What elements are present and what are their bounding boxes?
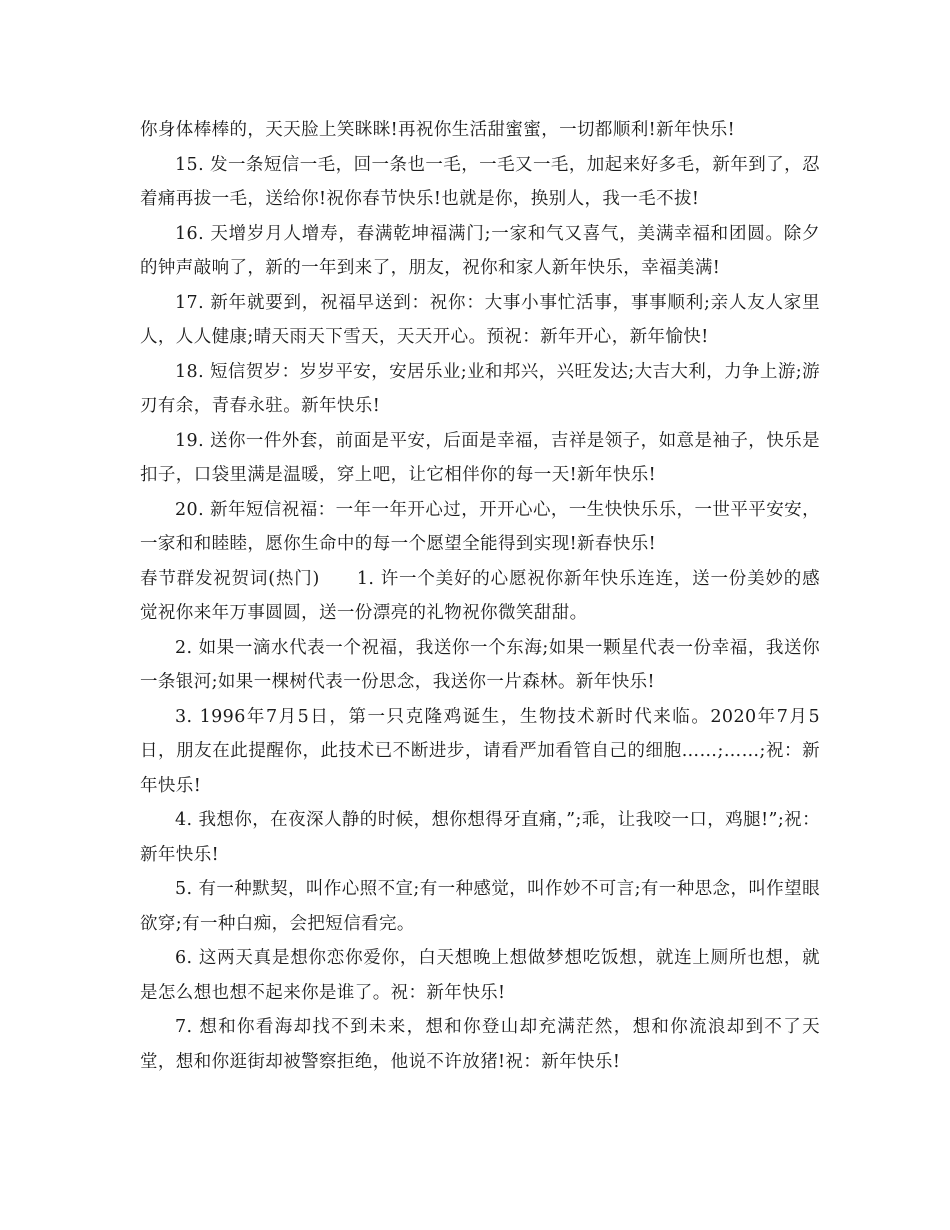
paragraph-item-2: 2. 如果一滴水代表一个祝福，我送你一个东海;如果一颗星代表一份幸福，我送你一条银河;如果一棵树代表一份思念，我送你一片森林。新年快乐! [140, 637, 820, 692]
paragraph-item-19: 19. 送你一件外套，前面是平安，后面是幸福，吉祥是领子，如意是袖子，快乐是扣子，口袋里满是温暖，穿上吧，让它相伴你的每一天!新年快乐! [140, 430, 820, 485]
paragraph-item-5: 5. 有一种默契，叫作心照不宣;有一种感觉，叫作妙不可言;有一种思念，叫作望眼欲穿;有一种白痴，会把短信看完。 [140, 879, 820, 934]
document-body [140, 113, 820, 1079]
paragraph-item-3: 3. 1996年7月5日，第一只克隆鸡诞生，生物技术新时代来临。2020年7月5日，朋友在此提醒你，此技术已不断进步，请看严加看管自己的细胞……;……;祝：新年快乐! [140, 706, 820, 796]
paragraph-item-18: 18. 短信贺岁：岁岁平安，安居乐业;业和邦兴，兴旺发达;大吉大利，力争上游;游刃有余，青春永驻。新年快乐! [140, 361, 820, 416]
paragraph-item-16: 16. 天增岁月人增寿，春满乾坤福满门;一家和气又喜气，美满幸福和团圆。除夕的钟声敲响了，新的一年到来了，朋友，祝你和家人新年快乐，幸福美满! [140, 223, 820, 278]
paragraph-item-7: 7. 想和你看海却找不到未来，想和你登山却充满茫然，想和你流浪却到不了天堂，想和你逛街却被警察拒绝，他说不许放猪!祝：新年快乐! [140, 1017, 820, 1072]
paragraph-continued: 你身体棒棒的，天天脸上笑眯眯!再祝你生活甜蜜蜜，一切都顺利!新年快乐! [140, 120, 736, 140]
paragraph-item-4: 4. 我想你，在夜深人静的时候，想你想得牙直痛，”;乖，让我咬一口，鸡腿!”;祝：新年快乐! [140, 810, 820, 865]
paragraph-item-15: 15. 发一条短信一毛，回一条也一毛，一毛又一毛，加起来好多毛，新年到了，忍着痛再拔一毛，送给你!祝你春节快乐!也就是你，换别人，我一毛不拔! [140, 154, 820, 209]
paragraph-item-6: 6. 这两天真是想你恋你爱你，白天想晚上想做梦想吃饭想，就连上厕所也想，就是怎么想也想不起来你是谁了。祝：新年快乐! [140, 948, 820, 1003]
section-heading-paragraph: 春节群发祝贺词(热门) 1. 许一个美好的心愿祝你新年快乐连连，送一份美妙的感觉祝你来年万事圆圆，送一份漂亮的礼物祝你微笑甜甜。 [140, 568, 820, 623]
paragraph-item-17: 17. 新年就要到，祝福早送到：祝你：大事小事忙活事，事事顺利;亲人友人家里人，人人健康;晴天雨天下雪天，天天开心。预祝：新年开心，新年愉快! [140, 292, 820, 347]
paragraph-item-20: 20. 新年短信祝福：一年一年开心过，开开心心，一生快快乐乐，一世平平安安，一家和和睦睦，愿你生命中的每一个愿望全能得到实现!新春快乐! [140, 499, 820, 554]
